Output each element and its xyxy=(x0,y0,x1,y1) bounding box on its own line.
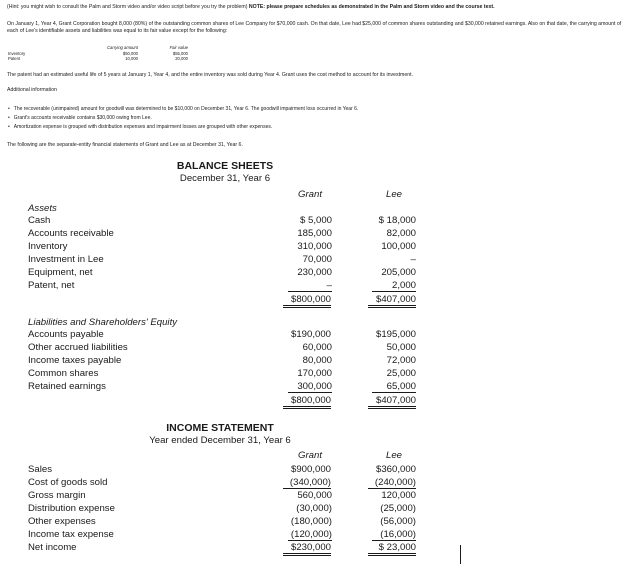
is-row-grant: (340,000) xyxy=(283,477,331,489)
fv-row-carrying: $50,000 xyxy=(122,51,138,56)
is-row-label: Cost of goods sold xyxy=(28,477,108,488)
fv-row-fair: 20,000 xyxy=(175,56,188,61)
fv-row-label: Patent xyxy=(8,56,21,61)
is-row-lee: $ 23,000 xyxy=(368,542,416,556)
additional-info-list xyxy=(8,105,358,132)
is-row-label: Other expenses xyxy=(28,516,96,527)
assets-heading: Assets xyxy=(28,203,57,214)
asset-label: Cash xyxy=(28,215,51,226)
is-row-grant: $230,000 xyxy=(283,542,331,556)
col-header-lee: Lee xyxy=(385,189,402,200)
is-col-header-grant: Grant xyxy=(298,450,322,461)
following-text: The following are the separate-entity financial statements of Grant and Lee as at December 31, Year 6. xyxy=(7,142,243,148)
is-row-lee: (56,000) xyxy=(380,516,416,527)
asset-lee: $ 18,000 xyxy=(378,215,416,226)
asset-grant: 230,000 xyxy=(297,267,332,278)
liability-label: Retained earnings xyxy=(28,381,106,392)
hint-line xyxy=(7,4,631,11)
liability-grant: 170,000 xyxy=(297,368,332,379)
fv-row-fair: $55,000 xyxy=(172,51,188,56)
is-row-grant: (180,000) xyxy=(290,516,332,527)
asset-label: Accounts receivable xyxy=(28,228,114,239)
balance-sheet-date: December 31, Year 6 xyxy=(179,173,271,184)
patent-note: The patent had an estimated useful life of 5 years at January 1, Year 4, and the entire inventory was sold during Year 4. Grant uses the cost method to account for its investment. xyxy=(7,72,414,78)
liab-total-lee: $407,000 xyxy=(368,395,416,409)
intro-paragraph: On January 1, Year 4, Grant Corporation bought 8,000 (80%) of the outstanding common shares of Lee Company for $70,000 cash. On that date, Lee had $25,000 of common shares outstanding and $30,000 retained earnings. Also on that date, the carrying amount of each of Lee's identifiable assets and liabilities was equal to its fair value except for the following: xyxy=(7,21,622,34)
liability-label: Other accrued liabilities xyxy=(28,342,128,353)
asset-label: Investment in Lee xyxy=(28,254,104,265)
liability-lee: 72,000 xyxy=(386,355,416,366)
asset-lee: 100,000 xyxy=(381,241,416,252)
fv-row-label: Inventory xyxy=(8,51,26,56)
asset-label: Inventory xyxy=(28,241,68,252)
additional-heading: Additional information xyxy=(7,87,57,93)
asset-lee: – xyxy=(410,254,416,265)
is-row-label: Gross margin xyxy=(28,490,86,501)
is-row-label: Net income xyxy=(28,542,77,553)
liability-grant: 60,000 xyxy=(302,342,332,353)
asset-lee: 2,000 xyxy=(372,280,416,292)
fv-row-carrying: 10,000 xyxy=(125,56,138,61)
is-row-grant: (120,000) xyxy=(288,529,332,541)
liability-label: Income taxes payable xyxy=(28,355,122,366)
is-row-grant: $900,000 xyxy=(290,464,331,475)
is-row-lee: (240,000) xyxy=(368,477,416,489)
liability-grant: 80,000 xyxy=(302,355,332,366)
list-item: • Grant's accounts receivable contains $30,000 owing from Lee. xyxy=(8,114,358,123)
balance-sheet-title: BALANCE SHEETS xyxy=(176,160,274,172)
asset-grant: 70,000 xyxy=(302,254,332,265)
liability-grant: $190,000 xyxy=(290,329,331,340)
assets-total-lee: $407,000 xyxy=(368,294,416,308)
is-col-header-lee: Lee xyxy=(385,450,402,461)
asset-label: Equipment, net xyxy=(28,267,93,278)
income-statement-period: Year ended December 31, Year 6 xyxy=(149,435,291,446)
is-row-lee: (25,000) xyxy=(380,503,416,514)
liability-lee: 50,000 xyxy=(386,342,416,353)
fv-col-carrying: Carrying amount xyxy=(107,45,138,50)
liability-lee: 65,000 xyxy=(372,381,416,393)
assets-total-grant: $800,000 xyxy=(283,294,331,308)
asset-grant: 185,000 xyxy=(297,228,332,239)
list-item: • Amortization expense is grouped with distribution expenses and impairment losses are grouped with other expenses. xyxy=(8,123,358,132)
asset-label: Patent, net xyxy=(28,280,75,291)
text-cursor xyxy=(460,545,461,564)
asset-grant: 310,000 xyxy=(297,241,332,252)
is-row-label: Distribution expense xyxy=(28,503,115,514)
is-row-lee: 120,000 xyxy=(381,490,416,501)
liability-lee: $195,000 xyxy=(375,329,416,340)
liabilities-heading: Liabilities and Shareholders' Equity xyxy=(28,317,178,328)
is-row-label: Sales xyxy=(28,464,52,475)
list-item: • The recoverable (unimpaired) amount for goodwill was determined to be $10,000 on December 31, Year 6. The goodwill impairment loss occurred in Year 6. xyxy=(8,105,358,114)
fv-col-fair: Fair value xyxy=(169,45,188,50)
liability-label: Accounts payable xyxy=(28,329,104,340)
asset-grant: $ 5,000 xyxy=(299,215,332,226)
liability-grant: 300,000 xyxy=(288,381,332,393)
is-row-lee: $360,000 xyxy=(375,464,416,475)
liab-total-grant: $800,000 xyxy=(283,395,331,409)
liability-lee: 25,000 xyxy=(386,368,416,379)
hint-note: NOTE: please prepare schedules as demonstrated in the Palm and Storm video and the course text. xyxy=(248,4,495,10)
liability-label: Common shares xyxy=(28,368,99,379)
is-row-lee: (16,000) xyxy=(372,529,416,541)
is-row-grant: 560,000 xyxy=(297,490,332,501)
asset-lee: 205,000 xyxy=(381,267,416,278)
col-header-grant: Grant xyxy=(298,189,322,200)
hint-text: (Hint: you might wish to consult the Palm and Storm video and/or video script before you try the problem) xyxy=(7,4,249,10)
income-statement-title: INCOME STATEMENT xyxy=(166,422,274,434)
asset-grant: – xyxy=(288,280,332,292)
is-row-label: Income tax expense xyxy=(28,529,114,540)
asset-lee: 82,000 xyxy=(386,228,416,239)
is-row-grant: (30,000) xyxy=(296,503,332,514)
